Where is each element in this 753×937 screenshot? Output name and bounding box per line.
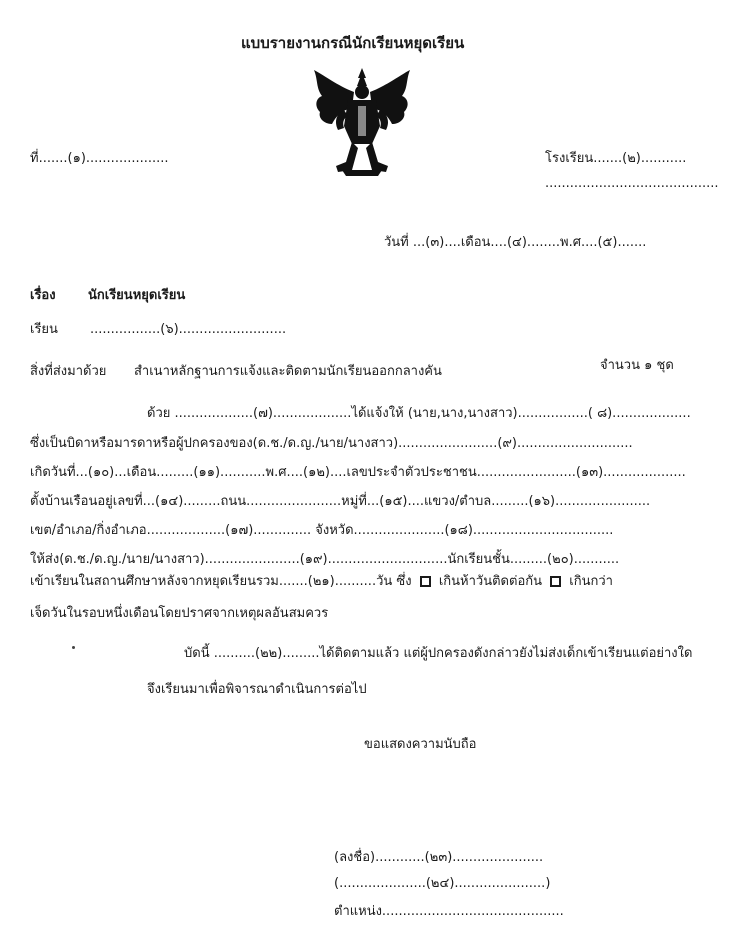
body-line-6: ให้ส่ง(ด.ช./ด.ญ./นาย/นางสาว).......................(๑๙).............................นักเรียนชั้น.........(๒๐)...........: [30, 552, 620, 567]
closing-regards: ขอแสดงความนับถือ: [364, 737, 477, 752]
speck: [72, 646, 75, 649]
body-line-2: ซึ่งเป็นบิดาหรือมารดาหรือผู้ปกครองของ(ด.ช./ด.ญ./นาย/นางสาว)........................(๙)............................: [30, 436, 633, 451]
body-line-4: ตั้งบ้านเรือนอยู่เลขที่...(๑๔).........ถนน.......................หมู่ที่...(๑๕)....แขวง/ตำบล.........(๑๖).......................: [30, 494, 651, 509]
body-line-1: ด้วย ...................(๗)...................ได้แจ้งให้ (นาย,นาง,นางสาว).................( ๘)...................: [147, 406, 691, 421]
school-address-line: ..........................................: [545, 176, 719, 191]
to-value: .................(๖)..........................: [90, 322, 287, 337]
position-line: ตำแหน่ง............................................: [334, 904, 564, 919]
checkbox-seven-days[interactable]: [550, 576, 561, 587]
subject-label: เรื่อง: [30, 288, 56, 303]
body-line-3: เกิดวันที่...(๑๐)...เดือน.........(๑๑)...........พ.ศ....(๑๒)....เลขประจำตัวประชาชน........................(๑๓)....................: [30, 465, 686, 480]
body-line-8: เจ็ดวันในรอบหนึ่งเดือนโดยปราศจากเหตุผลอันสมควร: [30, 606, 329, 621]
date-line: วันที่ ...(๓)....เดือน....(๔)........พ.ศ....(๕).......: [384, 235, 647, 250]
absence-days-text: เข้าเรียนในสถานศึกษาหลังจากหยุดเรียนรวม.......(๒๑)..........วัน ซึ่ง: [30, 574, 412, 589]
printed-name-line: (.....................(๒๔)......................): [334, 876, 551, 891]
garuda-emblem: [308, 66, 416, 178]
enclosure-count: จำนวน ๑ ชุด: [600, 358, 674, 373]
school-name: โรงเรียน.......(๒)...........: [545, 151, 687, 166]
seven-days-label: เกินกว่า: [569, 574, 613, 589]
body-line-9: บัดนี้ ..........(๒๒).........ได้ติดตามแล้ว แต่ผู้ปกครองดังกล่าวยังไม่ส่งเด็กเข้าเรียนแต่อย่างใด: [184, 646, 693, 661]
body-line-5: เขต/อำเภอ/กิ่งอำเภอ...................(๑๗).............. จังหวัด......................(๑๘)..................................: [30, 523, 614, 538]
to-label: เรียน: [30, 322, 58, 337]
body-line-10: จึงเรียนมาเพื่อพิจารณาดำเนินการต่อไป: [147, 682, 367, 697]
checkbox-five-days[interactable]: [420, 576, 431, 587]
subject-value: นักเรียนหยุดเรียน: [88, 288, 186, 303]
body-line-7: [30, 574, 613, 590]
five-days-label: เกินห้าวันติดต่อกัน: [438, 574, 543, 589]
signature-line: (ลงชื่อ)............(๒๓)......................: [334, 850, 544, 865]
enclosure-label: สิ่งที่ส่งมาด้วย: [30, 364, 107, 379]
form-title: แบบรายงานกรณีนักเรียนหยุดเรียน: [241, 34, 465, 52]
enclosure-value: สำเนาหลักฐานการแจ้งและติดตามนักเรียนออกกลางคัน: [134, 364, 442, 379]
reference-number: ที่.......(๑)....................: [30, 151, 169, 166]
